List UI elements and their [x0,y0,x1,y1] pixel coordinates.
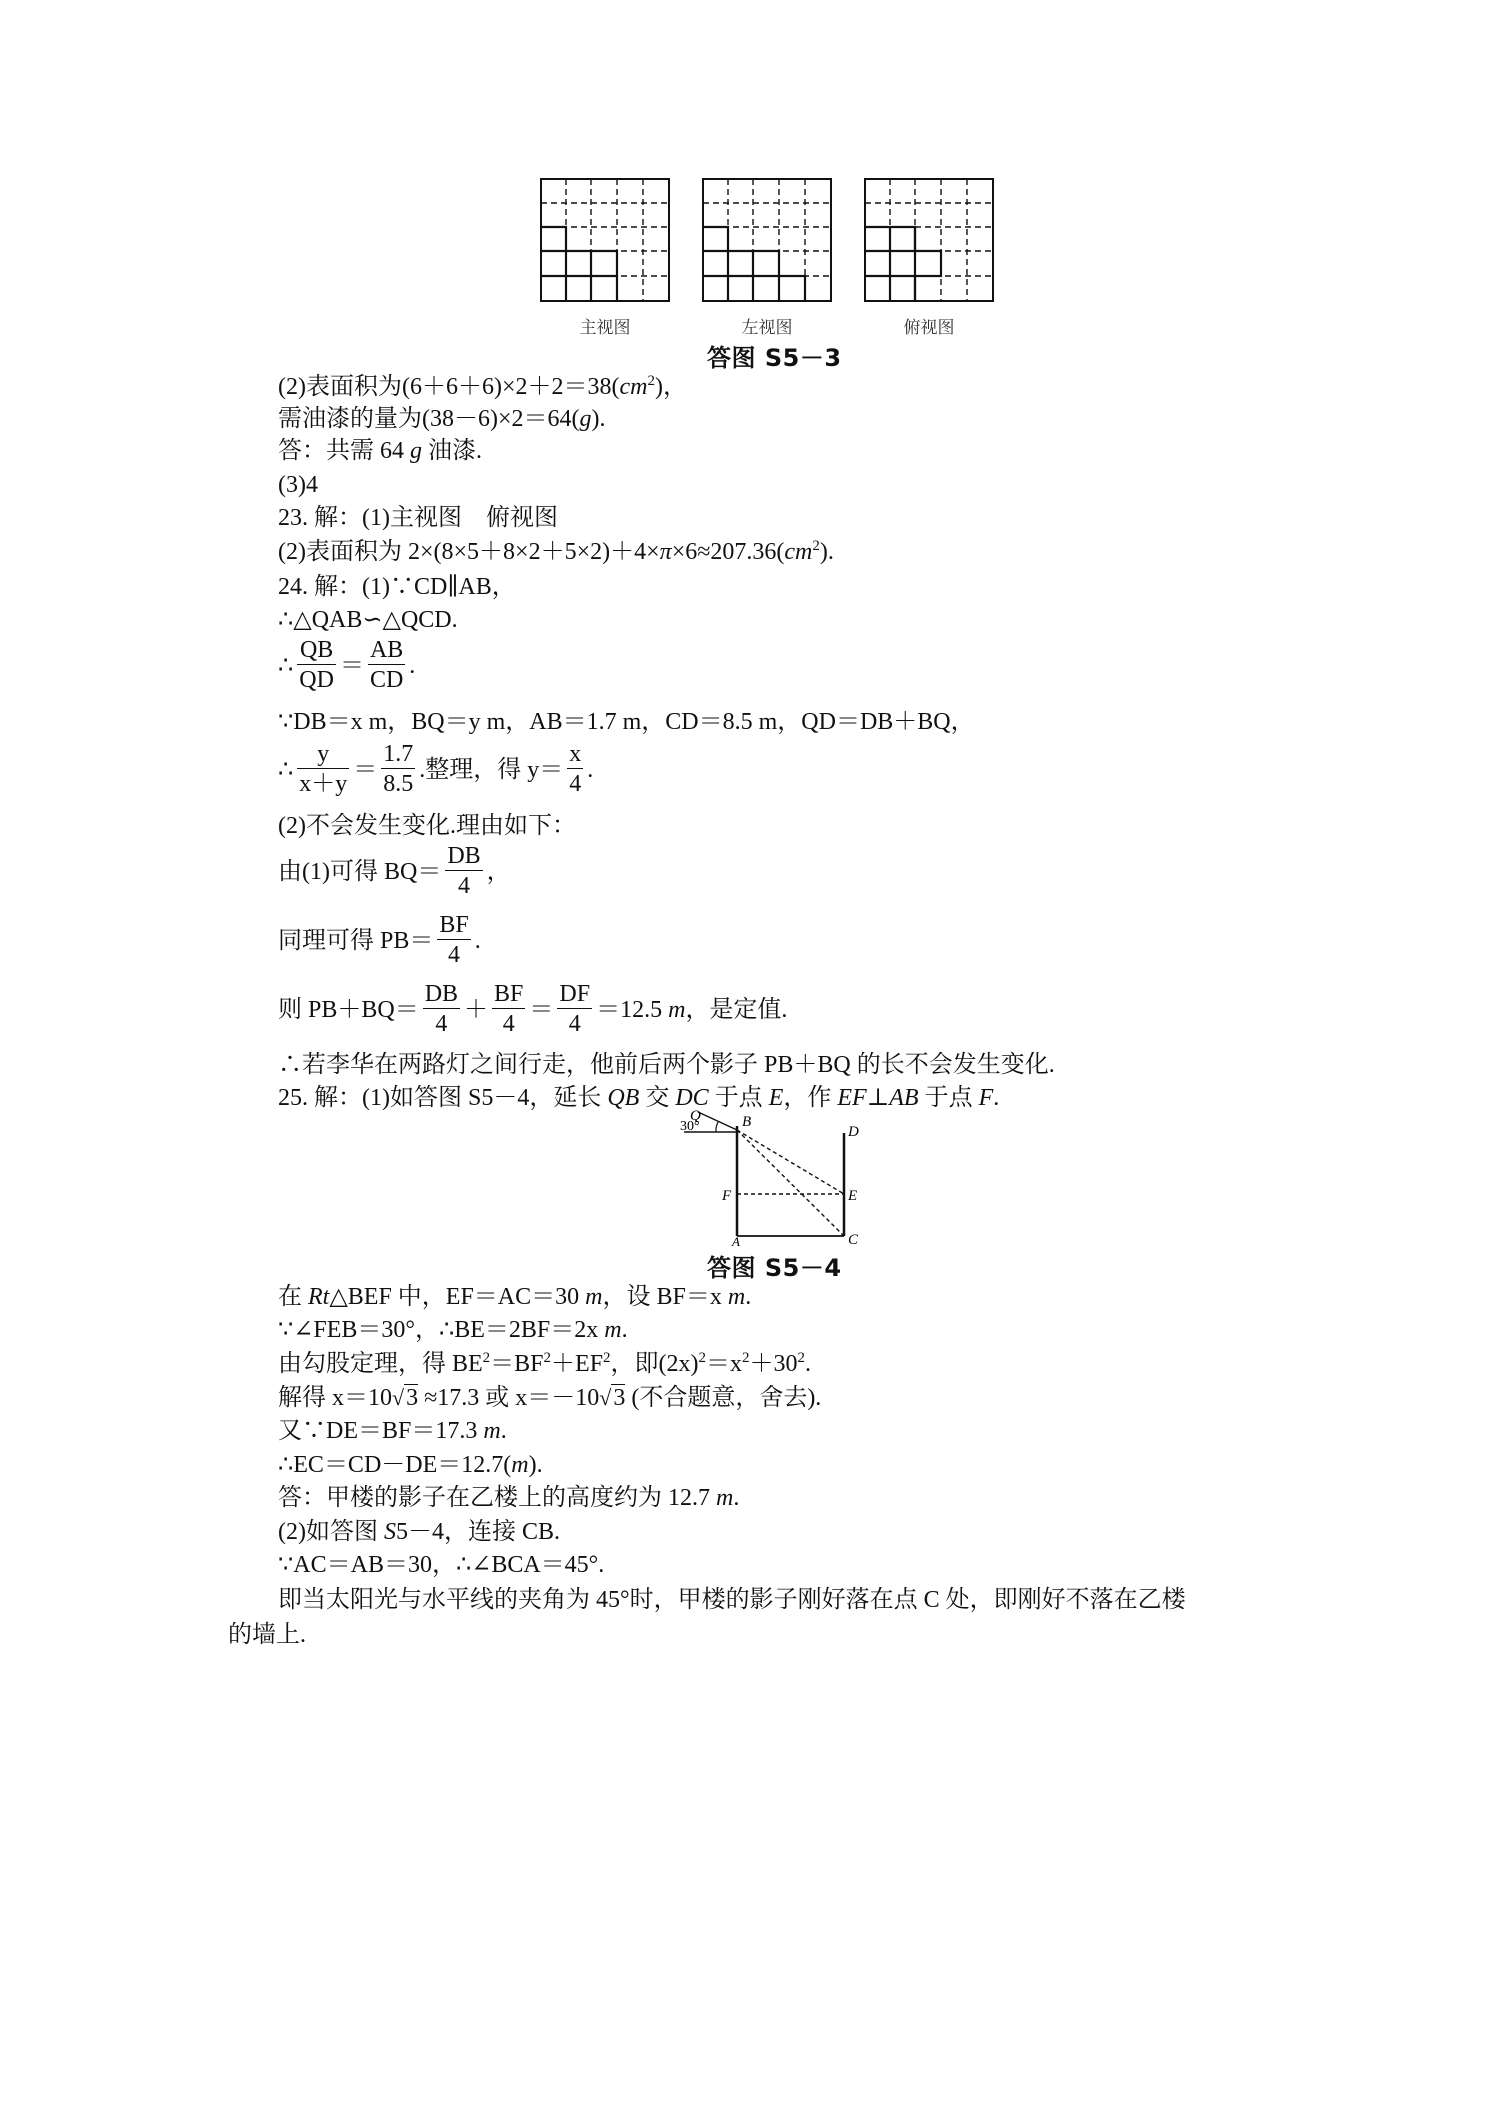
point-label-c: C [848,1232,859,1246]
fraction-qb-qd: $\frac{QB}{QD}$ [299,637,334,693]
q25-solution: 解得 x＝10√3 ≈17.3 或 x＝－10√3 (不合题意，舍去). [278,1385,822,1411]
angle-label-30: 30° [680,1119,700,1134]
q25-line2: 在 Rt△BEF 中，EF＝AC＝30 m，设 BF＝x m. [278,1284,752,1310]
fraction-17-85: $\frac{1.7}{8.5}$ [383,741,414,797]
front-view-label: 主视图 [579,318,631,338]
q22-paint-amount: 需油漆的量为(38－6)×2＝64(g). [278,406,606,432]
q25-part2: (2)如答图 S5－4，连接 CB. [278,1519,560,1545]
q24-part2: (2)不会发生变化.理由如下： [278,813,576,839]
fraction-db-4: $\frac{DB}{4}$ [447,843,481,899]
point-label-b: B [742,1114,752,1130]
point-label-e: E [848,1188,858,1204]
left-view-label: 左视图 [741,318,793,338]
fraction-ab-cd: $\frac{AB}{CD}$ [369,637,404,693]
top-view-grid [864,178,994,308]
left-view-figure [702,178,832,338]
figure-caption-s5-4: 答图 S5－4 [707,1254,842,1282]
q24-derivation: ∴ $\frac{y}{x+y}$ ＝ $\frac{1.7}{8.5}$ .整理，得 y＝ $\frac{x}{4}$ . [278,741,594,797]
left-view-grid [702,178,832,308]
q24-ratio: ∴ $\frac{QB}{QD}$ ＝ $\frac{AB}{CD}$ . [278,637,416,693]
top-view-label: 俯视图 [903,318,955,338]
figure-caption-s5-3: 答图 S5－3 [707,344,842,372]
q25-line6: 又∵DE＝BF＝17.3 m. [278,1418,507,1444]
point-label-a: A [732,1234,740,1246]
q24-sum: 则 PB＋BQ＝ $\frac{DB}{4}$ ＋ $\frac{BF}{4}$ ＝ $\frac{DF}{4}$ ＝12.5 m，是定值. [278,981,788,1037]
three-views-figure [540,178,1000,338]
q24-bq: 由(1)可得 BQ＝ $\frac{DB}{4}$ ， [278,843,511,899]
point-label-d: D [848,1124,859,1140]
building-shadow-figure [676,1106,876,1246]
top-view-figure [864,178,994,338]
q25-conclusion-end: 的墙上. [228,1622,306,1648]
q25-angle: ∵AC＝AB＝30，∴∠BCA＝45°. [278,1552,605,1578]
fraction-x-4: $\frac{x}{4}$ [569,741,582,797]
q22-surface-area: (2)表面积为$(6+6+6)\times 2+2=38(cm^2)$， [278,373,687,400]
q22-answer: 答：共需 64 g 油漆. [278,438,482,464]
fraction-y-xy: $\frac{y}{x+y}$ [299,741,348,797]
q24-line1: 24. 解：(1)∵CD∥AB， [278,574,516,600]
q24-given: ∵DB＝x m，BQ＝y m，AB＝1.7 m，CD＝8.5 m，QD＝DB＋BQ， [278,709,975,735]
q24-line2: ∴△QAB∽△QCD. [278,607,458,633]
point-label-f: F [722,1188,732,1204]
q24-conclusion: ∴若李华在两路灯之间行走，他前后两个影子 PB＋BQ 的长不会发生变化. [278,1052,1055,1078]
q25-answer: 答：甲楼的影子在乙楼上的高度约为 12.7 m. [278,1485,740,1511]
point-label-q: Q [690,1108,701,1124]
fraction-bf-4-b: $\frac{BF}{4}$ [494,981,524,1037]
q22-part3: (3)4 [278,472,318,498]
q23-part1: 23. 解：(1)主视图 俯视图 [278,505,558,531]
fraction-df-4: $\frac{DF}{4}$ [559,981,591,1037]
q25-line1: 25. 解：(1)如答图 S5－4，延长 QB 交 DC 于点 E，作 EF⊥AB 于点 F. [278,1085,1000,1111]
sqrt-symbol: √ [392,1385,405,1410]
q23-part2: (2)表面积为 $2\times(8\times 5+8\times 2+5\times 2)+4\times\pi\times 6\approx 207.36(cm^2)$. [278,538,834,565]
fraction-db-4-b: $\frac{DB}{4}$ [424,981,459,1037]
q24-pb: 同理可得 PB＝ $\frac{BF}{4}$ . [278,912,481,968]
sqrt-symbol-2: √ [599,1385,612,1410]
front-view-grid [540,178,670,308]
fraction-bf-4: $\frac{BF}{4}$ [439,912,469,968]
q25-pythagoras: 由勾股定理，得 $BE^2=BF^2+EF^2$，即$(2x)^2=x^2+30^2$. [278,1350,812,1377]
q25-conclusion: 即当太阳光与水平线的夹角为 45°时，甲楼的影子刚好落在点 C 处，即刚好不落在乙楼 [278,1587,1186,1613]
front-view-figure [540,178,670,338]
q25-line3: ∵∠FEB＝30°，∴BE＝2BF＝2x m. [278,1317,628,1343]
q25-line7: ∴EC＝CD－DE＝12.7(m). [278,1452,543,1478]
